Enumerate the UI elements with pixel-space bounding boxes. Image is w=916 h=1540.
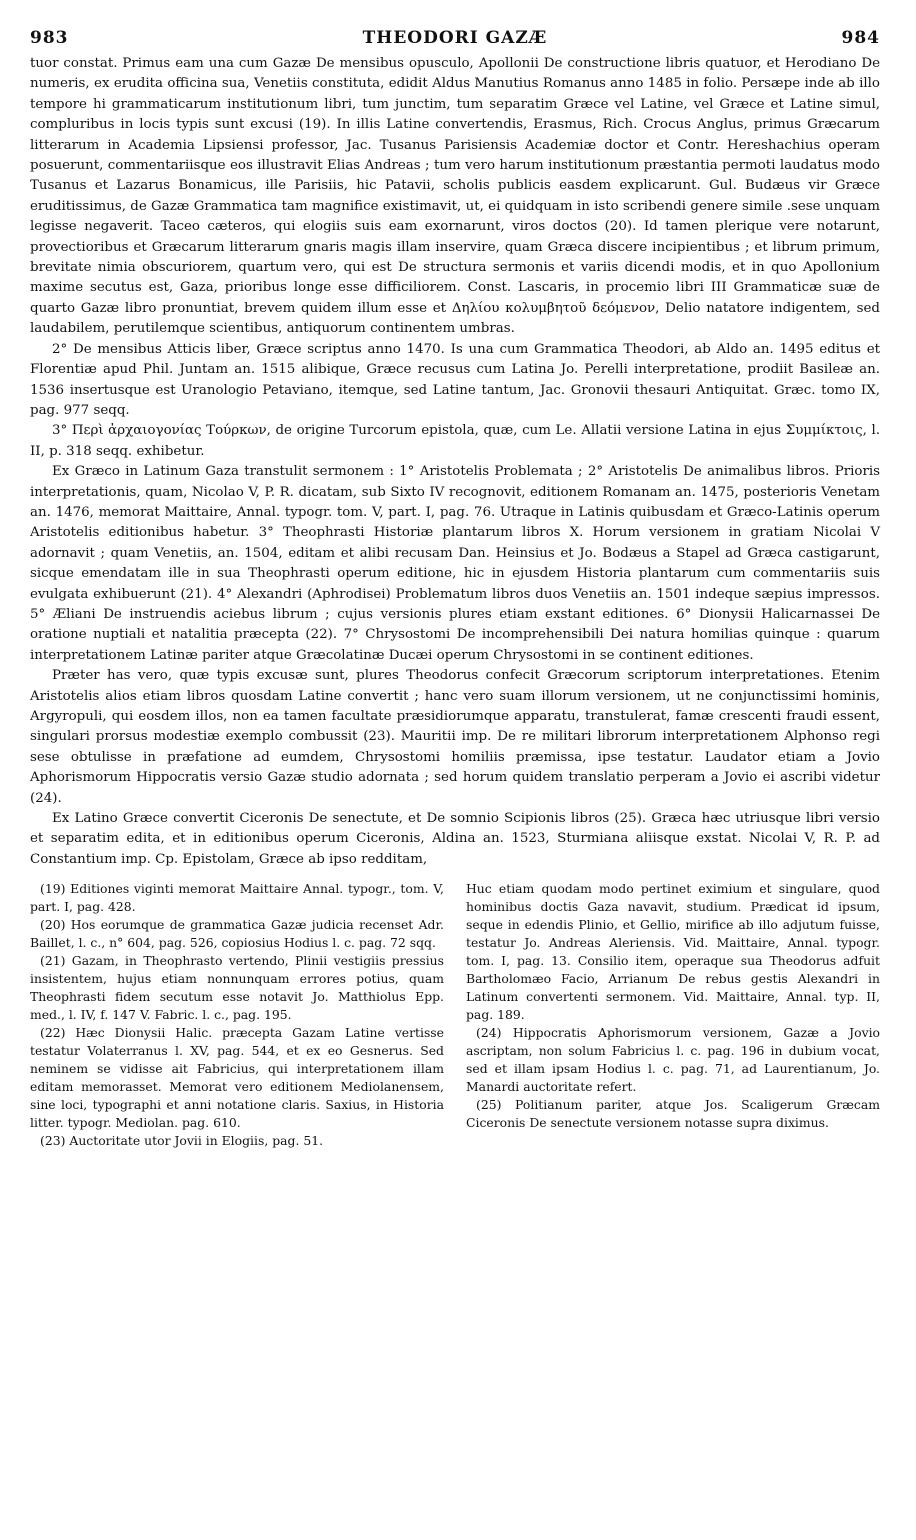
page [30, 28, 880, 1150]
paragraph: Ex Latino Græce convertit Ciceronis De senectute, et De somnio Scipionis libros (25). Græca hæc utriusque libri versio et separatim edita, et in editionibus operum Ciceronis, Aldina an. 1523, Sturmiana aliisque exstat. Nicolai V, R. P. ad Constantium imp. Cp. Epistolam, Græce ab ipso redditam, [30, 811, 880, 867]
footnote: (24) Hippocratis Aphorismorum versionem, Gazæ a Jovio ascriptam, non solum Fabricius l. c. pag. 196 in dubium vocat, sed et illam ipsam Hodius l. c. pag. 71, ad Laurentianum, Jo. Manardi auctoritate refert. [466, 1025, 880, 1095]
main-text [30, 54, 880, 870]
page-number-right: 984 [841, 28, 880, 48]
footnote: (22) Hæc Dionysii Halic. præcepta Gazam Latine vertisse testatur Volaterranus l. XV, pag. 544, et ex eo Gesnerus. Sed neminem se vidisse ait Fabricius, qui interpretationem illam editam memorasset. Memorat vero editionem Mediolanensem, sine loci, typographi et anni notatione claris. Saxius, in Historia litter. typogr. Mediolan. pag. 610. [30, 1025, 444, 1131]
footnote: (23) Auctoritate utor Jovii in Elogiis, pag. 51. [40, 1133, 324, 1149]
page-number-left: 983 [30, 28, 69, 48]
footnotes-right-column [466, 880, 880, 1150]
paragraph: 2° De mensibus Atticis liber, Græce scriptus anno 1470. Is una cum Grammatica Theodori, ab Aldo an. 1495 editus et Florentiæ apud Phil. Juntam an. 1515 alibique, Græce recusus cum Latina Jo. Perelli interpretatione, prodiit Basileæ an. 1536 insertusque est Uranologio Petaviano, itemque, sed Latine tantum, Jac. Gronovii thesauri Antiquitat. Græc. tomo IX, pag. 977 seqq. [30, 341, 880, 418]
paragraph: Ex Græco in Latinum Gaza transtulit sermonem : 1° Aristotelis Problemata ; 2° Aristotelis De animalibus libros. Prioris interpretationis, quam, Nicolao V, P. R. dicatam, sub Sixto IV recognovit, editionem Romanam an. 1475, posterioris Venetam an. 1476, memorat Maittaire, Annal. typogr. tom. V, part. I, pag. 76. Utraque in Latinis quibusdam et Græco-Latinis operum Aristotelis editionibus habetur. 3° Theophrasti Historiæ plantarum libros X. Horum versionem in gratiam Nicolai V adornavit ; quam Venetiis, an. 1504, editam et alibi recusam Dan. Heinsius et Jo. Bodæus a Stapel ad Græca castigarunt, sicque emendatam ille in sua Theophrasti operum editione, hic in ejusdem Historia plantarum cum commentariis suis evulgata exhibuerunt (21). 4° Alexandri (Aphrodisei) Problematum libros duos Venetiis an. 1501 indeque sæpius impressos. 5° Æliani De instruendis aciebus librum ; cujus versionis plures etiam exstant editiones. 6° Dionysii Halicarnassei De oratione nuptiali et natalitia præcepta (22). 7° Chrysostomi De incomprehensibili Dei natura homilias quinque : quarum interpretationem Latinæ pariter atque Græcolatinæ Ducæi operum Chrysostomi in se continent editiones. [30, 464, 880, 663]
paragraph: Præter has vero, quæ typis excusæ sunt, plures Theodorus confecit Græcorum scriptorum interpretationes. Etenim Aristotelis alios etiam libros quosdam Latine convertit ; hanc vero suam illorum versionem, ut ne conjunctissimi hominis, Argyropuli, qui eosdem illos, non ea tamen facultate præsidiorumque apparatu, transtulerat, famæ crescenti fraudi essent, singulari prorsus modestiæ exemplo combussit (23). Mauritii imp. De re militari librorum interpretationem Alphonso regi sese obtulisse in præfatione ad eumdem, Chrysostomi homiliis præmissa, ipse testatur. Laudator etiam a Jovio Aphorismorum Hippocratis versio Gazæ studio adornata ; sed horum quidem translatio perperam a Jovio ei ascribi videtur (24). [30, 668, 880, 806]
footnote: (19) Editiones viginti memorat Maittaire Annal. typogr., tom. V, part. I, pag. 428. [30, 881, 444, 915]
running-title: THEODORI GAZÆ [362, 28, 548, 48]
footnotes-left-column [30, 880, 444, 1150]
footnote: (20) Hos eorumque de grammatica Gazæ judicia recenset Adr. Baillet, l. c., n° 604, pag. 526, copiosius Hodius l. c. pag. 72 sqq. [30, 917, 444, 951]
paragraph: 3° Περὶ ἀρχαιογονίας Τούρκων, de origine Turcorum epistola, quæ, cum Le. Allatii versione Latina in ejus Συμμίκτοις, l. II, p. 318 seqq. exhibetur. [30, 423, 880, 459]
footnote-continuation: Huc etiam quodam modo pertinet eximium et singulare, quod hominibus doctis Gaza navavit, studium. Prædicat id ipsum, seque in edendis Plinio, et Gellio, mirifice ab illo adjutum fuisse, testatur Jo. Andreas Aleriensis. Vid. Maittaire, Annal. typogr. tom. I, pag. 13. Consilio item, operaque sua Theodorus adfuit Bartholomæo Facio, Arrianum De rebus gestis Alexandri in Latinum convertenti sermonem. Vid. Maittaire, Annal. typ. II, pag. 189. [466, 881, 880, 1023]
footnotes [30, 880, 880, 1150]
footnote: (21) Gazam, in Theophrasto vertendo, Plinii vestigiis pressius insistentem, hujus etiam nonnunquam errores potius, quam Theophrasti fidem secutum esse notavit Jo. Matthiolus Epp. med., l. IV, f. 147 V. Fabric. l. c., pag. 195. [30, 953, 444, 1023]
running-header [30, 28, 880, 48]
paragraph: tuor constat. Primus eam una cum Gazæ De mensibus opusculo, Apollonii De constructione libris quatuor, et Herodiano De numeris, ex erudita officina sua, Venetiis constituta, edidit Aldus Manutius Romanus anno 1485 in folio. Persæpe inde ab illo tempore hi grammaticarum institutionum libri, tum junctim, tum separatim Græce vel Latine, vel Græce et Latine simul, compluribus in locis typis sunt excusi (19). In illis Latine convertendis, Erasmus, Rich. Crocus Anglus, primus Græcarum litterarum in Academia Lipsiensi professor, Jac. Tusanus Parisiensis Academiæ doctor et Contr. Hereshachius operam posuerunt, commentariisque eos illustravit Elias Andreas ; tum vero harum institutionum præstantia permoti laudatus modo Tusanus et Lazarus Bonamicus, ille Parisiis, hic Patavii, scholis publicis easdem explicarunt. Gul. Budæus vir Græce eruditissimus, de Gazæ Grammatica tam magnifice existimavit, ut, ei quidquam in isto scribendi genere simile .sese unquam legisse negaverit. Taceo cæteros, qui elogiis suis eam exornarunt, viros doctos (20). Id tamen plerique vere notarunt, provectioribus et Græcarum litterarum gnaris magis illam inservire, quam Græca discere incipientibus ; et librum primum, brevitate nimia obscuriorem, quartum vero, qui est De structura sermonis et variis dicendi modis, et in quo Apollonium maxime secutus est, Gaza, prioribus longe esse difficiliorem. Const. Lascaris, in procemio libri III Grammaticæ suæ de quarto Gazæ libro pronuntiat, brevem quidem illum esse et Δηλίου κολυμβητοῦ δεόμενον, Delio natatore indigentem, sed laudabilem, perutilemque scientibus, antiquorum continentem umbras. [30, 56, 880, 337]
footnote: (25) Politianum pariter, atque Jos. Scaligerum Græcam Ciceronis De senectute versionem notasse supra diximus. [466, 1097, 880, 1131]
